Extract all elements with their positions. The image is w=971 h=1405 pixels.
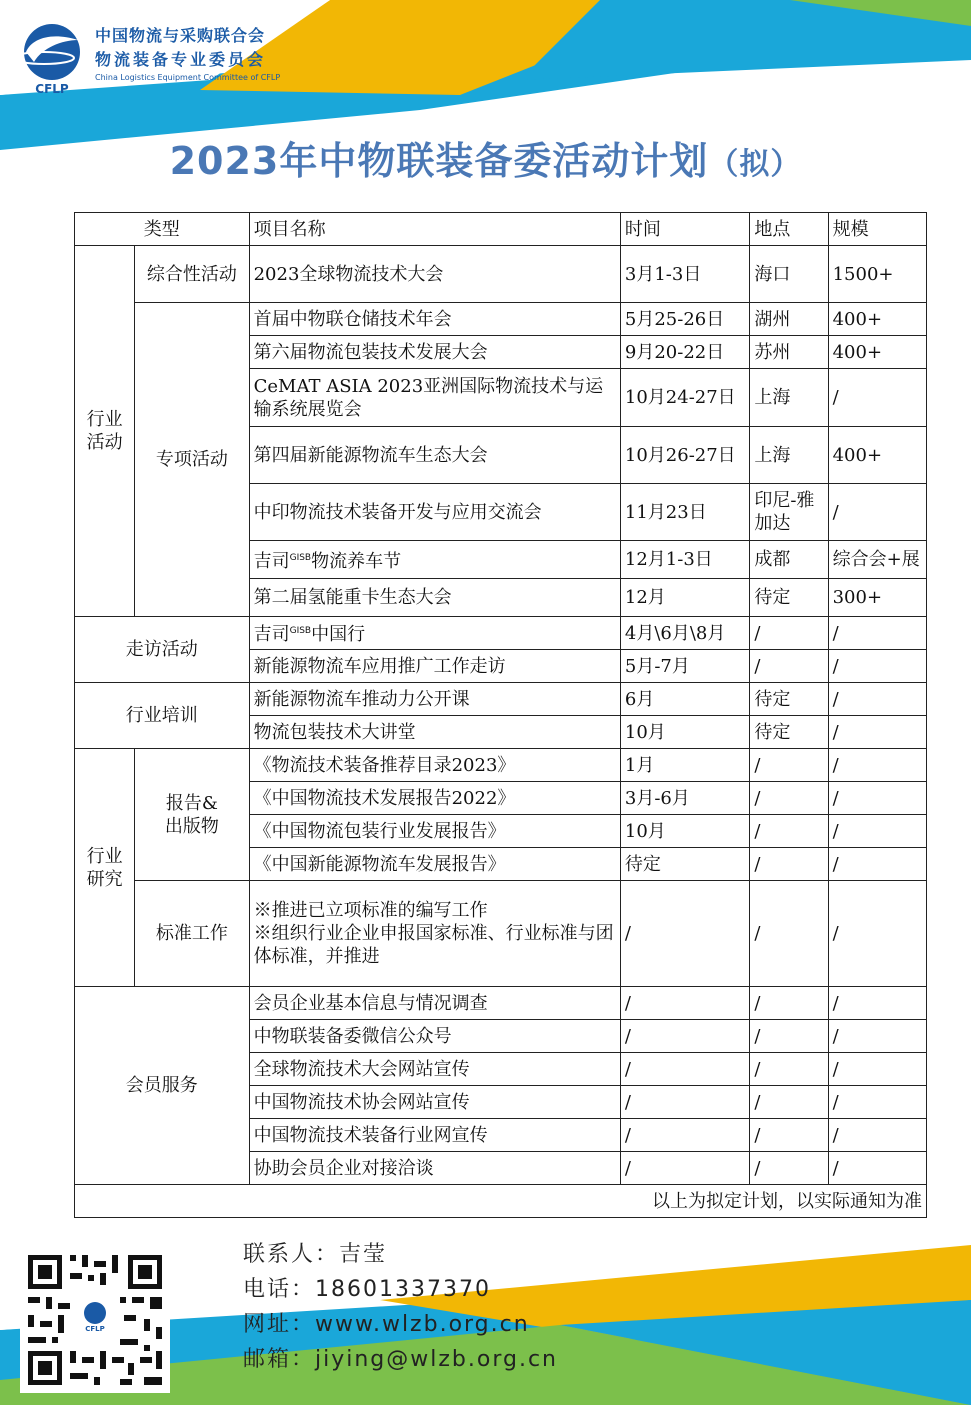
name-prefix: 吉司 (253, 624, 290, 645)
org-name-en: China Logistics Equipment Committee of CFLP (95, 73, 281, 82)
table-footnote-row (75, 1185, 927, 1218)
cell-place: / (750, 987, 828, 1020)
cell-scale: / (828, 1053, 926, 1086)
cell-place: / (750, 749, 828, 782)
table-row (75, 683, 927, 716)
cell-place: / (750, 881, 828, 987)
cell-place: / (750, 815, 828, 848)
cell-time: 4月\6月\8月 (620, 617, 749, 650)
cell-scale: / (828, 749, 926, 782)
name-prefix: 吉司 (253, 550, 290, 572)
name-suffix: 物流养车节 (311, 550, 402, 572)
gisb-mark: GISB (289, 626, 312, 636)
cell-time: 6月 (620, 683, 749, 716)
cell-scale: / (828, 1152, 926, 1185)
cell-name: 2023全球物流技术大会 (249, 246, 620, 303)
cell-place: / (750, 782, 828, 815)
cell-time: / (620, 1152, 749, 1185)
cell-scale: / (828, 650, 926, 683)
cell-scale: / (828, 1119, 926, 1152)
cell-name (249, 617, 620, 650)
qr-code (20, 1247, 170, 1393)
cell-time: / (620, 1086, 749, 1119)
cell-place: 苏州 (750, 336, 828, 369)
subgroup-standards: 标准工作 (135, 881, 249, 987)
name-suffix: 中国行 (311, 624, 366, 645)
table-row (75, 303, 927, 336)
cell-place: 印尼-雅加达 (750, 484, 828, 541)
cell-name: 《中国物流技术发展报告2022》 (249, 782, 620, 815)
cell-place: 湖州 (750, 303, 828, 336)
cell-time: / (620, 1119, 749, 1152)
cell-scale: 综合会+展 (828, 541, 926, 579)
group-research: 行业 研究 (75, 749, 135, 987)
cell-place: 待定 (750, 683, 828, 716)
cell-place: / (750, 1020, 828, 1053)
cell-time: 12月1-3日 (620, 541, 749, 579)
cell-place: / (750, 1053, 828, 1086)
cell-time: 待定 (620, 848, 749, 881)
cell-time: / (620, 1020, 749, 1053)
cell-time: 3月-6月 (620, 782, 749, 815)
cell-time: / (620, 1053, 749, 1086)
cell-time: 12月 (620, 579, 749, 617)
cell-time: 1月 (620, 749, 749, 782)
contact-person: 联系人：吉莹 (243, 1242, 388, 1267)
cell-place: / (750, 1152, 828, 1185)
table-footnote: 以上为拟定计划，以实际通知为准 (75, 1185, 927, 1218)
organization-name (95, 24, 280, 84)
cell-place: 上海 (750, 427, 828, 484)
cell-scale: 400+ (828, 336, 926, 369)
cell-scale: / (828, 1020, 926, 1053)
group-visits: 走访活动 (75, 617, 250, 683)
title-suffix: （拟） (708, 147, 802, 182)
title-main: 2023年中物联装备委活动计划 (169, 139, 709, 183)
cell-place: / (750, 848, 828, 881)
header-place: 地点 (750, 213, 828, 246)
cell-place: 待定 (750, 716, 828, 749)
cell-name: 新能源物流车推动力公开课 (249, 683, 620, 716)
cell-name: 中印物流技术装备开发与应用交流会 (249, 484, 620, 541)
contact-email[interactable]: 邮箱：jiying@wlzb.org.cn (243, 1347, 558, 1372)
table-row (75, 246, 927, 303)
cell-scale: / (828, 848, 926, 881)
cell-name: 中国物流技术装备行业网宣传 (249, 1119, 620, 1152)
cell-scale: 300+ (828, 579, 926, 617)
cell-place: / (750, 650, 828, 683)
group-training: 行业培训 (75, 683, 250, 749)
cell-time: 5月-7月 (620, 650, 749, 683)
cell-place: / (750, 1086, 828, 1119)
cell-name: 全球物流技术大会网站宣传 (249, 1053, 620, 1086)
logo-text: CFLP (35, 82, 69, 96)
cell-scale: / (828, 881, 926, 987)
cell-name: 《物流技术装备推荐目录2023》 (249, 749, 620, 782)
contact-info (243, 1237, 558, 1377)
cell-name: CeMAT ASIA 2023亚洲国际物流技术与运输系统展览会 (249, 369, 620, 427)
org-name-line2: 物流装备专业委员会 (95, 50, 267, 69)
cell-time: 10月24-27日 (620, 369, 749, 427)
contact-phone: 电话：18601337370 (243, 1277, 491, 1302)
table-row (75, 749, 927, 782)
cell-name: 《中国物流包装行业发展报告》 (249, 815, 620, 848)
table-row (75, 881, 927, 987)
cell-time: 11月23日 (620, 484, 749, 541)
table-header-row (75, 213, 927, 246)
cell-name: 物流包装技术大讲堂 (249, 716, 620, 749)
cell-name: 新能源物流车应用推广工作走访 (249, 650, 620, 683)
subgroup-special: 专项活动 (135, 303, 249, 617)
header-name: 项目名称 (249, 213, 620, 246)
header-scale: 规模 (828, 213, 926, 246)
cell-name: ※推进已立项标准的编写工作 ※组织行业企业申报国家标准、行业标准与团体标准，并推进 (249, 881, 620, 987)
cell-time: / (620, 881, 749, 987)
qr-logo-text: CFLP (85, 1325, 105, 1333)
cell-time: 3月1-3日 (620, 246, 749, 303)
table-row (75, 617, 927, 650)
cell-place: 成都 (750, 541, 828, 579)
subgroup-comprehensive: 综合性活动 (135, 246, 249, 303)
cell-name (249, 541, 620, 579)
contact-website[interactable]: 网址：www.wlzb.org.cn (243, 1312, 530, 1337)
cell-place: 待定 (750, 579, 828, 617)
cell-name: 中物联装备委微信公众号 (249, 1020, 620, 1053)
cell-name: 首届中物联仓储技术年会 (249, 303, 620, 336)
cell-name: 协助会员企业对接洽谈 (249, 1152, 620, 1185)
cell-scale: 400+ (828, 427, 926, 484)
cell-scale: / (828, 1086, 926, 1119)
cell-time: 10月 (620, 716, 749, 749)
cell-name: 《中国新能源物流车发展报告》 (249, 848, 620, 881)
cflp-logo (12, 18, 92, 98)
cell-name: 第六届物流包装技术发展大会 (249, 336, 620, 369)
cell-place: 海口 (750, 246, 828, 303)
cell-scale: / (828, 369, 926, 427)
cell-scale: / (828, 716, 926, 749)
cell-time: 9月20-22日 (620, 336, 749, 369)
gisb-mark: GISB (289, 552, 312, 563)
activity-plan-table (74, 212, 927, 1218)
cell-name: 第二届氢能重卡生态大会 (249, 579, 620, 617)
cell-place: 上海 (750, 369, 828, 427)
cell-time: 5月25-26日 (620, 303, 749, 336)
group-industry-activities: 行业 活动 (75, 246, 135, 617)
table-row (75, 987, 927, 1020)
cell-scale: / (828, 782, 926, 815)
header-type: 类型 (75, 213, 250, 246)
cell-place: / (750, 1119, 828, 1152)
header-time: 时间 (620, 213, 749, 246)
cell-name: 中国物流技术协会网站宣传 (249, 1086, 620, 1119)
org-name-line1: 中国物流与采购联合会 (95, 26, 266, 45)
cell-name: 会员企业基本信息与情况调查 (249, 987, 620, 1020)
cell-scale: 400+ (828, 303, 926, 336)
cell-scale: / (828, 815, 926, 848)
cell-time: 10月 (620, 815, 749, 848)
cell-place: / (750, 617, 828, 650)
group-member-service: 会员服务 (75, 987, 250, 1185)
cell-scale: / (828, 987, 926, 1020)
cell-time: 10月26-27日 (620, 427, 749, 484)
cell-scale: / (828, 683, 926, 716)
cell-name: 第四届新能源物流车生态大会 (249, 427, 620, 484)
subgroup-reports: 报告& 出版物 (135, 749, 249, 881)
cell-scale: / (828, 617, 926, 650)
cell-time: / (620, 987, 749, 1020)
cell-scale: 1500+ (828, 246, 926, 303)
page-title (0, 130, 971, 185)
cell-scale: / (828, 484, 926, 541)
